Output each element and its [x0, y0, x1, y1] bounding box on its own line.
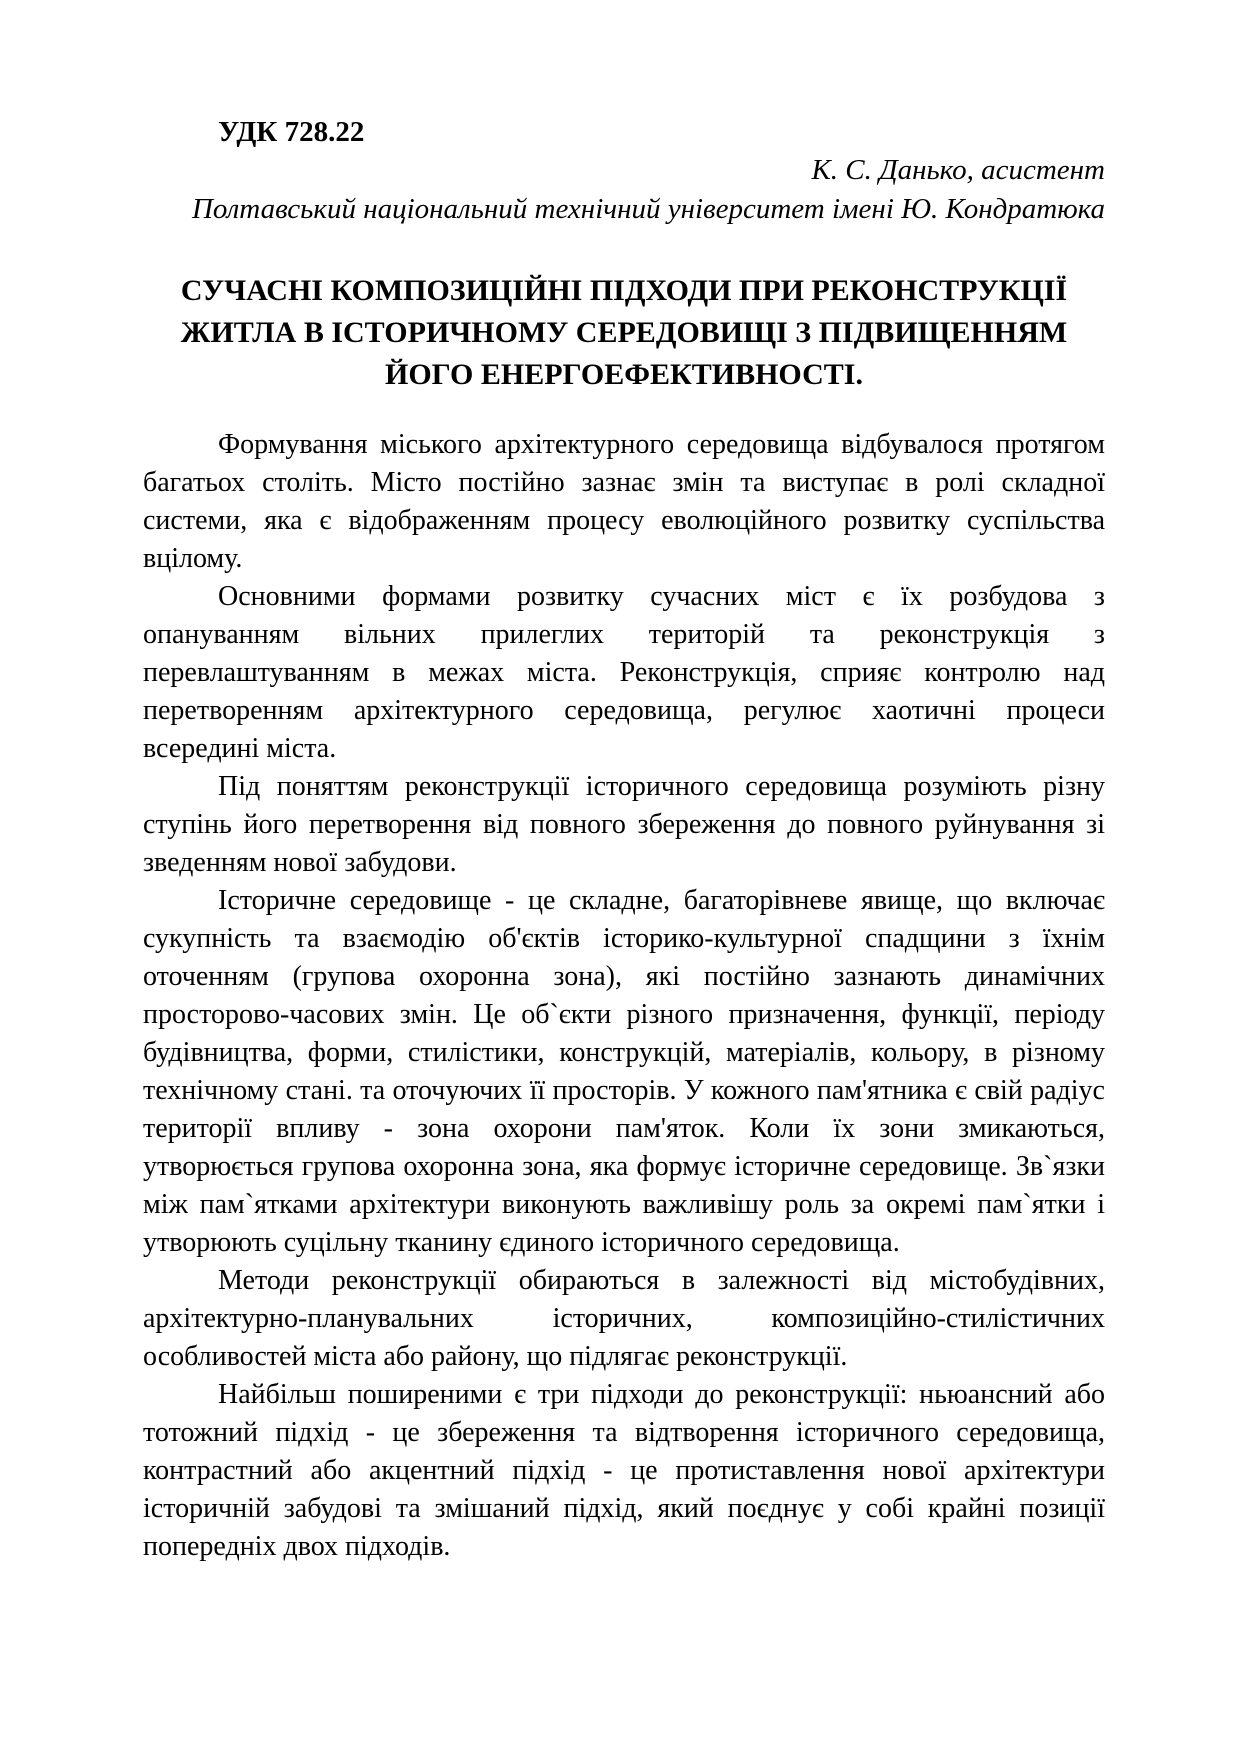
article-title: [143, 270, 1105, 396]
body-paragraph-2: Основними формами розвитку сучасних міст є їх розбудова з опануванням вільних прилеглих територій та реконструкція з перевлаштуванням в межах міста. Реконструкція, сприяє контролю над перетворенням архітектурного середовища, регулює хаотичні процеси всередині міста.: [143, 581, 1105, 764]
title-line-3: ЙОГО ЕНЕРГОЕФЕКТИВНОСТІ.: [385, 358, 863, 391]
body-paragraph-3: Під поняттям реконструкції історичного середовища розуміють різну ступінь його перетворення від повного збереження до повного руйнування зі зведенням нової забудови.: [143, 771, 1105, 878]
body-paragraph-6: Найбільш поширеними є три підходи до реконструкції: ньюансний або тотожний підхід - це збереження та відтворення історичного середовища, контрастний або акцентний підхід - це протиставлення нової архітектури історичній забудові та змішаний підхід, який поєднує у собі крайні позиції попередніх двох підходів.: [143, 1379, 1105, 1562]
body-paragraph-5: Методи реконструкції обираються в залежності від містобудівних, архітектурно-планувальних історичних, композиційно-стилістичних особливостей міста або району, що підлягає реконструкції.: [143, 1265, 1105, 1372]
body-paragraph-4: Історичне середовище - це складне, багаторівневе явище, що включає сукупність та взаємодію об'єктів історико-культурної спадщини з їхнім оточенням (групова охоронна зона), які постійно зазнають динамічних просторово-часових змін. Це об`єкти різного призначення, функції, періоду будівництва, форми, стилістики, конструкцій, матеріалів, кольору, в різному технічному стані. та оточуючих її просторів. У кожного пам'ятника є свій радіус території впливу - зона охорони пам'яток. Коли їх зони змикаються, утворюється групова охоронна зона, яка формує історичне середовище. Зв`язки між пам`ятками архітектури виконують важливішу роль за окремі пам`ятки і утворюють суцільну тканину єдиного історичного середовища.: [143, 885, 1105, 1258]
udc-code: УДК 728.22: [218, 116, 365, 148]
title-line-2: ЖИТЛА В ІСТОРИЧНОМУ СЕРЕДОВИЩІ З ПІДВИЩЕННЯМ: [180, 316, 1068, 349]
title-line-1: СУЧАСНІ КОМПОЗИЦІЙНІ ПІДХОДИ ПРИ РЕКОНСТРУКЦІЇ: [180, 274, 1068, 307]
body-paragraph-1: Формування міського архітектурного середовища відбувалося протягом багатьох століть. Місто постійно зазнає змін та виступає в ролі складної системи, яка є відображенням процесу еволюційного розвитку суспільства вцілому.: [143, 429, 1105, 574]
author-byline: К. С. Данько, асистент: [811, 154, 1105, 186]
article-body: [143, 426, 1105, 1566]
affiliation-line: Полтавський національний технічний університет імені Ю. Кондратюка: [191, 193, 1105, 225]
